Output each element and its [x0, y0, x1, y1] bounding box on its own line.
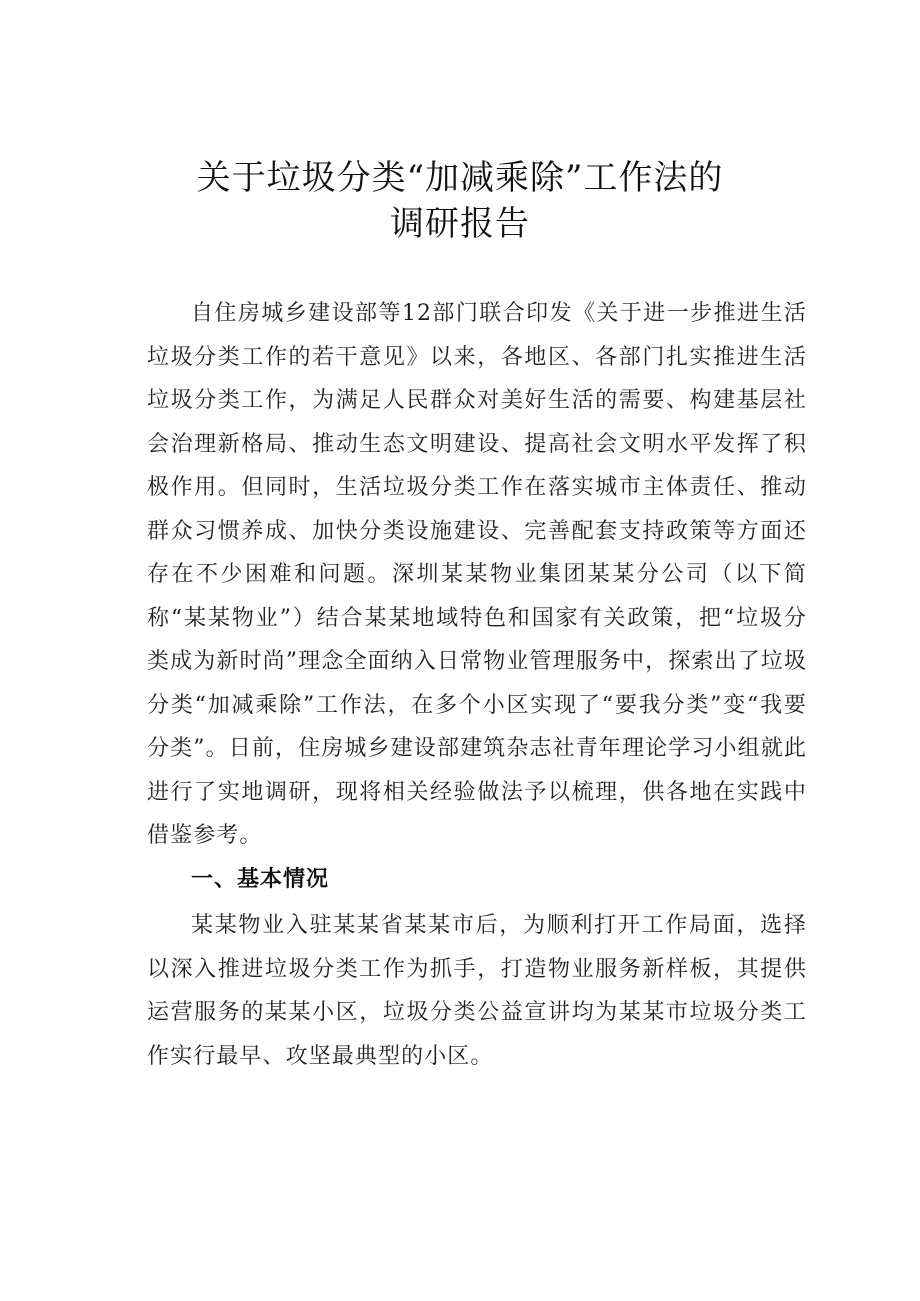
section-heading-basic-situation: 一、基本情况 — [191, 867, 330, 892]
document-title-line-1: 关于垃圾分类“加减乘除”工作法的 — [196, 158, 724, 198]
section-1-paragraph: 某某物业入驻某某省某某市后，为顺利打开工作局面，选择以深入推进垃圾分类工作为抓手，打造物业服务新样板，其提供运营服务的某某小区，垃圾分类公益宣讲均为某某市垃圾分类工作实行最早、攻坚最典型的小区。 — [147, 913, 807, 1069]
document-title-line-2: 调研报告 — [390, 204, 530, 244]
intro-paragraph: 自住房城乡建设部等12部门联合印发《关于进一步推进生活垃圾分类工作的若干意见》以来，各地区、各部门扎实推进生活垃圾分类工作，为满足人民群众对美好生活的需要、构建基层社会治理新格局、推动生态文明建设、提高社会文明水平发挥了积极作用。但同时，生活垃圾分类工作在落实城市主体责任、推动群众习惯养成、加快分类设施建设、完善配套支持政策等方面还存在不少困难和问题。深圳某某物业集团某某分公司（以下简称“某某物业”）结合某某地域特色和国家有关政策，把“垃圾分类成为新时尚”理念全面纳入日常物业管理服务中，探索出了垃圾分类“加减乘除”工作法，在多个小区实现了“要我分类”变“我要分类”。日前，住房城乡建设部建筑杂志社青年理论学习小组就此进行了实地调研，现将相关经验做法予以梳理，供各地在实践中借鉴参考。 — [147, 301, 807, 848]
